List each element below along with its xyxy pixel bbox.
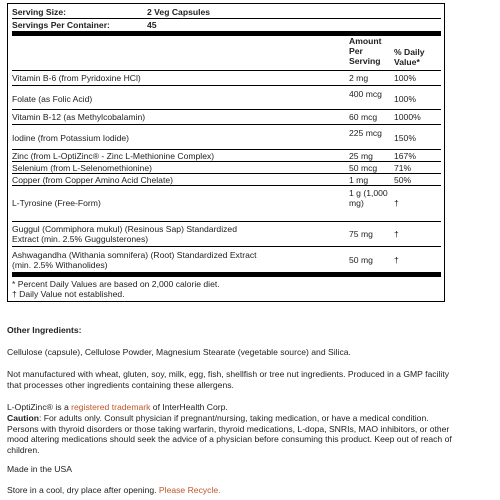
servings-label: Servings Per Container: — [12, 20, 110, 30]
nutrient-dv: † — [394, 198, 399, 208]
nutrient-amount: 400 mcg — [349, 89, 382, 99]
nutrient-row — [12, 124, 441, 149]
storage-text: Store in a cool, dry place after opening. — [7, 485, 159, 495]
amount-per-serving-header: Amount Per Serving — [349, 36, 382, 66]
nutrient-dv: 1000% — [394, 112, 421, 122]
nutrient-name: Folate (as Folic Acid) — [12, 94, 93, 104]
nutrient-dv: 50% — [394, 175, 412, 185]
nutrient-row — [12, 149, 441, 161]
nutrient-name: Ashwagandha (Withania somnifera) (Root) Standardized Extract (min. 2.5% Withanolides) — [12, 250, 257, 270]
footnote-percent-dv: * Percent Daily Values are based on 2,000 calorie diet. — [12, 279, 220, 289]
trademark-line — [7, 402, 457, 413]
nutrient-amount: 50 mcg — [349, 163, 378, 173]
nutrient-row — [12, 85, 441, 109]
nutrient-dv: 100% — [394, 73, 416, 83]
trademark-prefix: L-OptiZinc® is a — [7, 402, 72, 412]
nutrient-name: Vitamin B-12 (as Methylcobalamin) — [12, 112, 146, 122]
nutrient-dv: † — [394, 229, 399, 239]
nutrient-dv: 100% — [394, 94, 416, 104]
nutrient-row — [12, 246, 441, 272]
registered-trademark-link[interactable]: registered trademark — [71, 402, 151, 412]
serving-size-row — [12, 6, 441, 18]
serving-size-value: 2 Veg Capsules — [147, 7, 211, 17]
nutrient-row — [12, 185, 441, 221]
nutrient-amount: 225 mcg — [349, 128, 382, 138]
nutrient-amount: 50 mg — [349, 255, 373, 265]
nutrient-name: Guggul (Commiphora mukul) (Resinous Sap) Standardized Extract (min. 2.5% Guggulsterones) — [12, 224, 237, 244]
caution-paragraph — [7, 413, 457, 455]
serving-size-label: Serving Size: — [12, 7, 66, 17]
column-headers — [12, 36, 441, 70]
please-recycle-link[interactable]: Please Recycle. — [158, 485, 221, 495]
nutrient-dv: 71% — [394, 163, 412, 173]
allergen-text: Not manufactured with wheat, gluten, soy, milk, egg, fish, shellfish or tree nut ingredients. Produced in a GMP facility that processes other ingredients containing these allergens. — [7, 369, 449, 390]
nutrient-row — [12, 70, 441, 85]
nutrient-amount: 25 mg — [349, 151, 373, 161]
nutrient-name: L-Tyrosine (Free-Form) — [12, 198, 101, 208]
nutrient-amount: 1 g (1,000 mg) — [349, 188, 388, 208]
nutrient-name: Selenium (from L-Selenomethionine) — [12, 163, 152, 173]
storage-line — [7, 485, 457, 496]
nutrient-name: Iodine (from Potassium Iodide) — [12, 133, 130, 143]
nutrient-amount: 2 mg — [349, 73, 369, 83]
servings-value: 45 — [147, 20, 157, 30]
nutrient-amount: 60 mcg — [349, 112, 378, 122]
nutrient-name: Zinc (from L-OptiZinc® - Zinc L-Methionine Complex) — [12, 151, 215, 161]
nutrient-amount: 75 mg — [349, 229, 373, 239]
caution-text: : For adults only. Consult physician if pregnant/nursing, taking medication, or have a medical condition. Persons with thyroid disorders or those taking warfarin, thyroid medications, L-dopa, SNRIs, MAO inhibitors, or other mood altering medications should seek the advice of a physician before consuming this product. Keep out of reach of children. — [7, 413, 452, 455]
nutrient-row — [12, 173, 441, 185]
nutrient-name: Vitamin B-6 (from Pyridoxine HCl) — [12, 73, 141, 83]
nutrient-row — [12, 221, 441, 246]
made-in-usa: Made in the USA — [7, 464, 72, 474]
nutrient-name: Copper (from Copper Amino Acid Chelate) — [12, 175, 173, 185]
caution-label: Caution — [7, 413, 39, 423]
nutrient-dv: 150% — [394, 133, 416, 143]
nutrient-row — [12, 109, 441, 124]
nutrient-amount: 1 mg — [349, 175, 369, 185]
ingredients-text: Cellulose (capsule), Cellulose Powder, Magnesium Stearate (vegetable source) and Silica. — [7, 347, 351, 357]
trademark-suffix: of InterHealth Corp. — [150, 402, 228, 412]
servings-per-container-row — [12, 19, 441, 31]
daily-value-header: % Daily Value* — [394, 47, 425, 67]
footnotes — [12, 272, 441, 301]
other-ingredients-heading: Other Ingredients: — [7, 325, 82, 335]
nutrient-row — [12, 161, 441, 173]
nutrient-dv: † — [394, 255, 399, 265]
footnote-dv-not-established: † Daily Value not established. — [12, 289, 125, 299]
nutrient-dv: 167% — [394, 151, 416, 161]
supplement-facts-table — [7, 3, 445, 302]
